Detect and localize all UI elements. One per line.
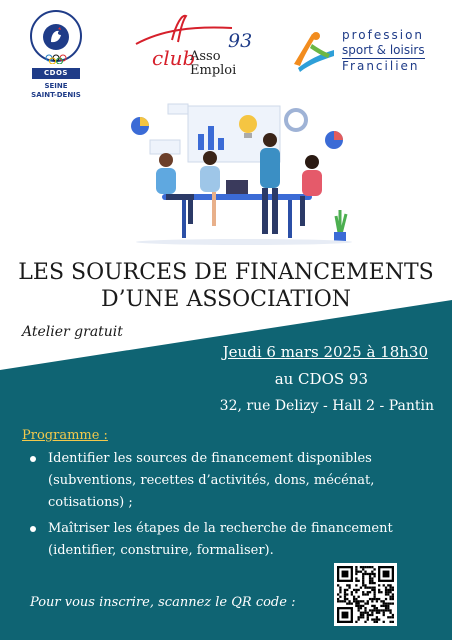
bullet-icon (30, 456, 36, 462)
olympic-rings-icon (44, 54, 68, 64)
programme-item-line: Identifier les sources de financement disponibles (48, 451, 372, 466)
programme-item-line: (identifier, construire, formaliser). (48, 543, 274, 558)
club-number: 93 (228, 30, 253, 52)
psl-mark-icon (288, 30, 338, 72)
psl-line3: Francilien (342, 58, 425, 74)
rooster-icon (43, 24, 69, 50)
event-address: 32, rue Delizy - Hall 2 - Pantin (219, 398, 434, 414)
page-title (0, 259, 452, 313)
bullet-icon (30, 526, 36, 532)
cdos-city-line2: SAINT-DENIS (31, 91, 81, 99)
club-line1: Asso (190, 49, 221, 64)
event-place: au CDOS 93 (274, 370, 368, 388)
registration-cta: Pour vous inscrire, scannez le QR code : (30, 595, 296, 610)
programme-item-line: (subventions, recettes d’activités, dons, mécénat, (48, 473, 375, 488)
event-date: Jeudi 6 mars 2025 à 18h30 (222, 343, 428, 361)
people-at-desk-illustration (128, 100, 360, 245)
programme-item-line: cotisations) ; (48, 495, 133, 510)
qr-code-icon[interactable] (334, 563, 397, 626)
club-word: club (152, 46, 196, 70)
title-line2: D’UNE ASSOCIATION (100, 287, 351, 312)
programme-item-line: Maîtriser les étapes de la recherche de financement (48, 521, 393, 536)
subtitle: Atelier gratuit (22, 324, 123, 340)
psl-line2: sport & loisirs (342, 43, 425, 57)
cdos-city-line1: SEINE (44, 82, 68, 90)
programme-item (28, 448, 428, 514)
profession-sport-loisirs-logo (288, 28, 448, 78)
club-asso-emploi-logo (132, 10, 264, 80)
psl-line1: profession (342, 28, 425, 42)
club-asso-text (190, 50, 236, 78)
programme-list (28, 448, 428, 566)
programme-item (28, 518, 428, 562)
cdos-tag: CDOS (32, 68, 80, 79)
title-line1: LES SOURCES DE FINANCEMENTS (18, 260, 434, 285)
programme-heading: Programme : (22, 428, 108, 443)
club-line2: Emploi (190, 63, 237, 78)
cdos-logo (22, 10, 94, 106)
cdos-city (22, 82, 90, 100)
psl-text (342, 28, 425, 74)
